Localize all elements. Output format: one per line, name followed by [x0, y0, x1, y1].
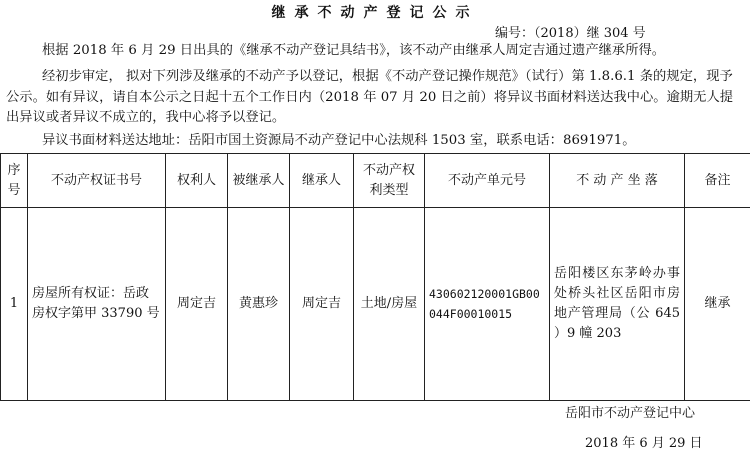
header-right-type: 不动产权利类型 — [354, 154, 425, 208]
cell-location: 岳阳楼区东茅岭办事处桥头社区岳阳市房地产管理局（公 645 ）9 幢 203 — [550, 208, 685, 401]
header-seq: 序号 — [1, 154, 28, 208]
property-registration-table — [0, 153, 750, 401]
cell-seq: 1 — [1, 208, 28, 401]
cell-cert-no: 房屋所有权证：岳政房权字第甲 33790 号 — [28, 208, 166, 401]
cell-remark: 继承 — [685, 208, 750, 401]
header-cert-no: 不动产权证书号 — [28, 154, 166, 208]
paragraph-basis: 根据 2018 年 6 月 29 日出具的《继承不动产登记具结书》，该不动产由继承人周定吉通过遗产继承所得。 — [42, 43, 666, 58]
header-heir: 继承人 — [290, 154, 354, 208]
notice-title: 继承不动产登记公示 — [271, 5, 479, 21]
paragraph-objection-address: 异议书面材料送达地址：岳阳市国土资源局不动产登记中心法规科 1503 室，联系电话：8691971。 — [42, 133, 636, 148]
cell-right-holder: 周定吉 — [166, 208, 228, 401]
cell-right-type: 土地/房屋 — [354, 208, 425, 401]
cell-unit-no: 430602120001GB00044F00010015 — [425, 208, 550, 401]
header-location: 不 动 产 坐 落 — [550, 154, 685, 208]
header-unit-no: 不动产单元号 — [425, 154, 550, 208]
header-decedent: 被继承人 — [228, 154, 290, 208]
table-header-row — [1, 154, 750, 208]
document-number: 编号：（2018）继 304 号 — [495, 26, 646, 41]
header-remark: 备注 — [685, 154, 750, 208]
cell-heir: 周定吉 — [290, 208, 354, 401]
cell-decedent: 黄惠珍 — [228, 208, 290, 401]
issue-date: 2018 年 6 月 29 日 — [585, 436, 703, 451]
paragraph-review: 经初步审定， 拟对下列涉及继承的不动产予以登记，根据《不动产登记操作规范》（试行）第 1.8.6.1 条的规定，现予公示。如有异议，请自本公示之日起十五个工作日内（2018 年 07 月 20 日之前）将异议书面材料送达我中心。逾期无人提出异议或者异议不成立的，我中心将予以登记。 — [6, 69, 734, 125]
header-right-holder: 权利人 — [166, 154, 228, 208]
table-row — [1, 208, 750, 401]
issuer-name: 岳阳市不动产登记中心 — [565, 406, 696, 421]
